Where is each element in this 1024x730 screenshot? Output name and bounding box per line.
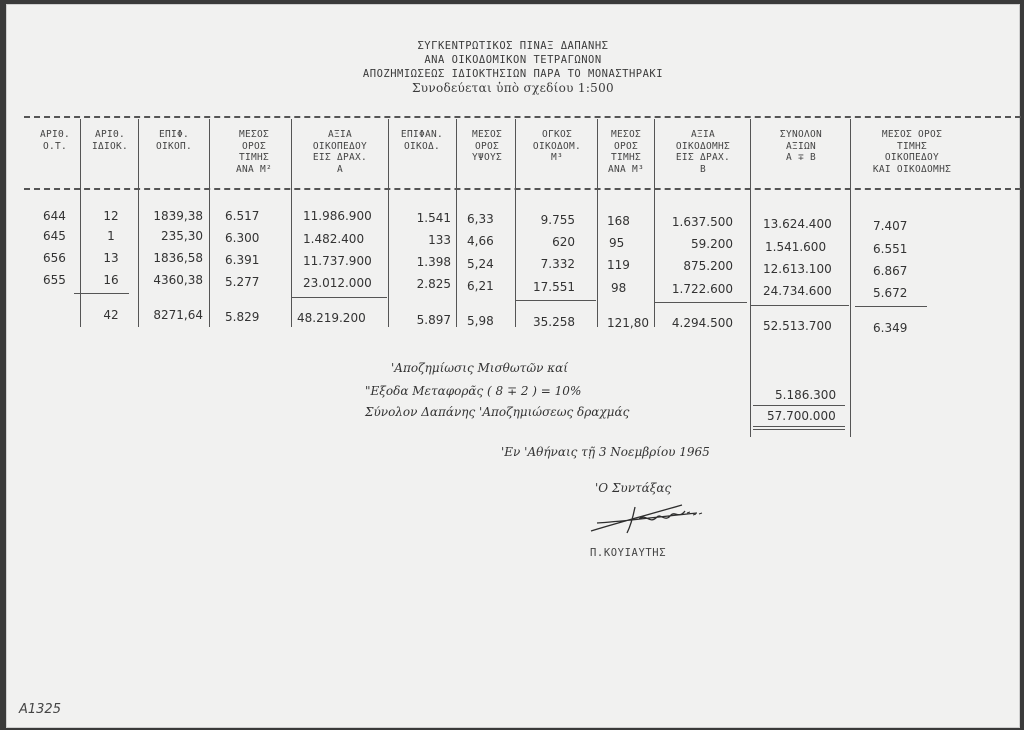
table-cell: 24.734.600 — [763, 284, 832, 298]
table-cell: 168 — [607, 214, 630, 228]
note-transport-line: "Εξοδα Μεταφορᾶς ( 8 ∓ 2 ) = 10% — [365, 384, 582, 398]
table-cell: 6.551 — [873, 242, 908, 256]
table-cell: 655 — [43, 273, 66, 287]
table-cell: 98 — [611, 281, 627, 295]
table-cell: 875.200 — [683, 259, 733, 273]
column-divider — [209, 119, 210, 327]
table-cell: 12 — [103, 209, 119, 223]
total-cell: 5.897 — [416, 313, 451, 327]
table-cell: 6.391 — [225, 253, 260, 267]
column-divider — [750, 119, 751, 437]
table-cell: 1.398 — [416, 255, 451, 269]
total-cell: 5,98 — [467, 314, 494, 328]
total-underline — [655, 302, 747, 303]
table-cell: 6.867 — [873, 264, 908, 278]
document-page — [6, 4, 1020, 728]
table-cell: 133 — [428, 233, 451, 247]
col-header-mean-height: ΜΕΣΟΣ ΟΡΟΣ ΥΨΟΥΣ — [471, 129, 503, 163]
header-line-2: ΑΝΑ ΟΙΚΟΔΟΜΙΚΟΝ ΤΕΤΡΑΓΩΝΟΝ — [424, 54, 602, 66]
note-total-line: Σύνολον Δαπάνης 'Αποζημιώσεως δραχμάς — [365, 405, 630, 419]
column-divider — [388, 119, 389, 327]
double-underline — [753, 429, 845, 430]
total-cell: 8271,64 — [153, 308, 203, 322]
header-line-3: ΑΠΟΖΗΜΙΩΣΕΩΣ ΙΔΙΟΚΤΗΣΙΩΝ ΠΑΡΑ ΤΟ ΜΟΝΑΣΤΗΡΑΚΙ — [362, 68, 664, 80]
document-header — [7, 39, 1019, 95]
total-cell: 48.219.200 — [297, 311, 366, 325]
archive-number: A1325 — [19, 702, 61, 717]
table-cell: 119 — [607, 258, 630, 272]
author-role: 'Ο Συντάξας — [595, 481, 672, 495]
col-header-building-value: ΑΞΙΑ ΟΙΚΟΔΟΜΗΣ ΕΙΣ ΔΡΑΧ. Β — [675, 129, 731, 175]
total-underline — [751, 305, 849, 306]
table-cell: 5.277 — [225, 275, 260, 289]
table-cell: 13 — [103, 251, 119, 265]
col-header-plot-value: ΑΞΙΑ ΟΙΚΟΠΕΔΟΥ ΕΙΣ ΔΡΑΧ. Α — [312, 129, 368, 175]
table-cell: 1.482.400 — [303, 232, 365, 246]
total-cell: 35.258 — [533, 315, 575, 329]
table-cell: 4360,38 — [153, 273, 203, 287]
column-divider — [654, 119, 655, 327]
table-cell: 16 — [103, 273, 119, 287]
table-cell: 6.517 — [225, 209, 260, 223]
total-underline — [855, 306, 927, 307]
table-cell: 1839,38 — [153, 209, 203, 223]
column-divider — [138, 119, 139, 327]
double-underline — [753, 426, 845, 427]
table-cell: 12.613.100 — [763, 262, 832, 276]
header-line-4: Συνοδεύεται ὑπὸ σχεδίου 1:500 — [412, 81, 614, 95]
column-divider — [291, 119, 292, 327]
total-cell: 52.513.700 — [763, 319, 832, 333]
table-cell: 5,24 — [467, 257, 494, 271]
table-cell: 7.407 — [873, 219, 908, 233]
table-cell: 1 — [107, 229, 115, 243]
col-header-total-values: ΣΥΝΟΛΟΝ ΑΞΙΩΝ Α ∓ Β — [779, 129, 823, 163]
signature — [587, 493, 717, 539]
col-header-plot-area: ΕΠΙΦ. ΟΙΚΟΠ. — [155, 129, 193, 152]
table-cell: 1.541 — [416, 211, 451, 225]
total-cell: 4.294.500 — [671, 316, 733, 330]
grand-total-value: 57.700.000 — [767, 409, 836, 423]
total-cell: 42 — [103, 308, 119, 322]
table-cell: 6,33 — [467, 212, 494, 226]
col-header-building-area: ΕΠΙΦΑΝ. ΟΙΚΟΔ. — [400, 129, 444, 152]
table-cell: 11.986.900 — [303, 209, 372, 223]
table-cell: 6,21 — [467, 279, 494, 293]
column-divider — [456, 119, 457, 327]
col-header-building-volume: ΟΓΚΟΣ ΟΙΚΟΔΟΜ. Μ³ — [532, 129, 582, 163]
table-cell: 1.541.600 — [765, 240, 827, 254]
table-cell: 620 — [552, 235, 575, 249]
table-cell: 4,66 — [467, 234, 494, 248]
sum-underline — [753, 405, 845, 406]
table-cell: 656 — [43, 251, 66, 265]
table-cell: 95 — [609, 236, 625, 250]
total-cell: 121,80 — [607, 316, 649, 330]
table-cell: 1.722.600 — [671, 282, 733, 296]
column-divider — [597, 119, 598, 327]
total-underline — [74, 293, 129, 294]
total-cell: 6.349 — [873, 321, 908, 335]
table-top-rule — [24, 116, 1021, 118]
table-cell: 13.624.400 — [763, 217, 832, 231]
note-compensation-line: 'Αποζημίωσις Μισθωτῶν καί — [391, 361, 568, 375]
table-cell: 7.332 — [540, 257, 575, 271]
table-cell: 5.672 — [873, 286, 908, 300]
column-divider — [850, 119, 851, 437]
author-name: Π.ΚΟΥΙΑΥΤΗΣ — [590, 547, 667, 559]
table-cell: 17.551 — [533, 280, 575, 294]
col-header-ot-number: ΑΡΙΘ. Ο.Τ. — [39, 129, 71, 152]
table-cell: 23.012.000 — [303, 276, 372, 290]
table-cell: 1.637.500 — [671, 215, 733, 229]
total-underline — [292, 297, 387, 298]
table-cell: 59.200 — [691, 237, 733, 251]
table-cell: 644 — [43, 209, 66, 223]
header-bottom-rule — [24, 188, 1021, 190]
column-divider — [515, 119, 516, 327]
table-cell: 9.755 — [540, 213, 575, 227]
column-divider — [80, 119, 81, 327]
table-cell: 11.737.900 — [303, 254, 372, 268]
col-header-mean-price-m3: ΜΕΣΟΣ ΟΡΟΣ ΤΙΜΗΣ ΑΝΑ Μ³ — [607, 129, 645, 175]
col-header-mean-total-price: ΜΕΣΟΣ ΟΡΟΣ ΤΙΜΗΣ ΟΙΚΟΠΕΔΟΥ ΚΑΙ ΟΙΚΟΔΟΜΗΣ — [872, 129, 952, 175]
table-cell: 1836,58 — [153, 251, 203, 265]
table-cell: 235,30 — [161, 229, 203, 243]
col-header-mean-price-m2: ΜΕΣΟΣ ΟΡΟΣ ΤΙΜΗΣ ΑΝΑ Μ² — [235, 129, 273, 175]
table-cell: 2.825 — [416, 277, 451, 291]
table-cell: 645 — [43, 229, 66, 243]
place-and-date: 'Εν 'Αθήναις τῇ 3 Νοεμβρίου 1965 — [501, 445, 710, 459]
header-line-1: ΣΥΓΚΕΝΤΡΩΤΙΚΟΣ ΠΙΝΑΞ ΔΑΠΑΝΗΣ — [417, 40, 609, 52]
total-cell: 5.829 — [225, 310, 260, 324]
table-cell: 6.300 — [225, 231, 260, 245]
total-underline — [516, 300, 596, 301]
transport-cost-value: 5.186.300 — [775, 388, 837, 402]
col-header-owner-number: ΑΡΙΘ. ΙΔΙΟΚ. — [91, 129, 129, 152]
